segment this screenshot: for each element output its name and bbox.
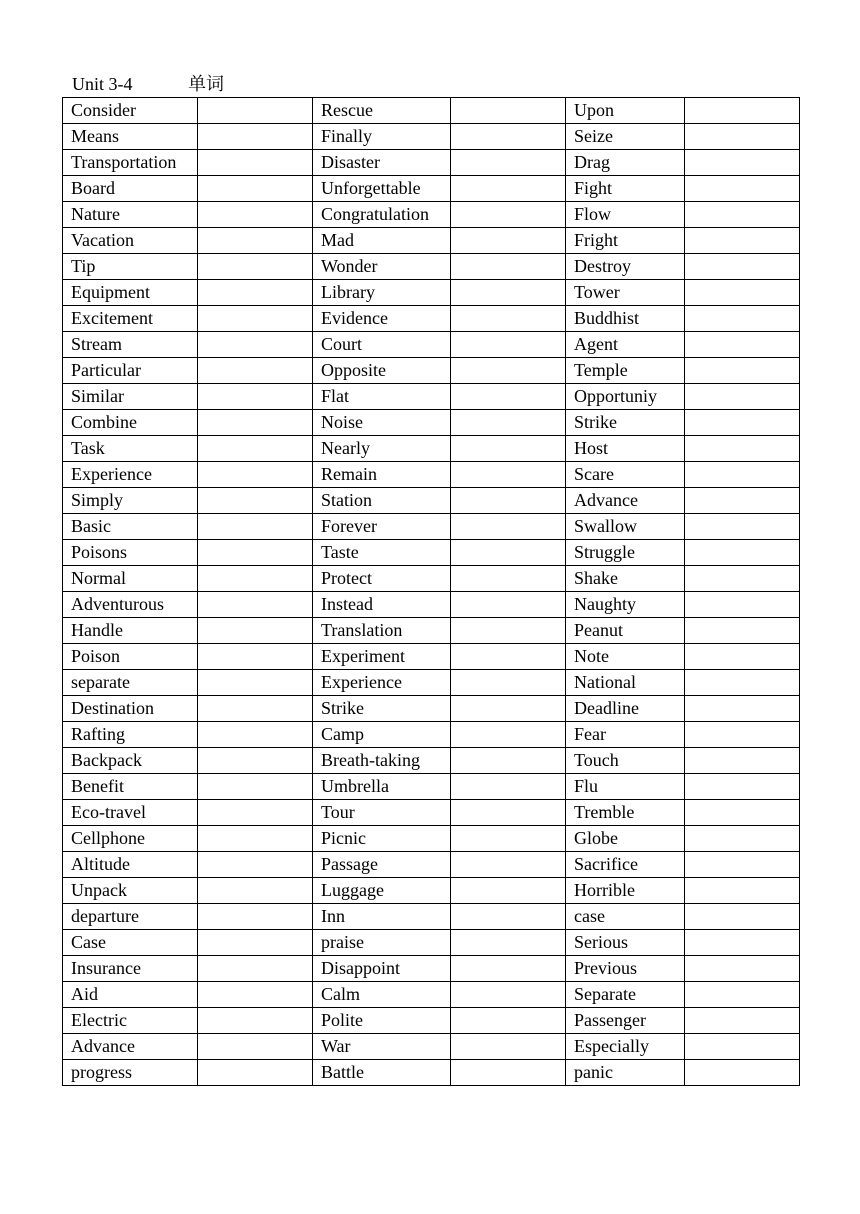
word-cell: Shake xyxy=(566,566,685,592)
answer-blank-cell[interactable] xyxy=(685,462,800,488)
answer-blank-cell[interactable] xyxy=(451,904,566,930)
word-cell: Calm xyxy=(313,982,451,1008)
table-row xyxy=(63,592,800,618)
answer-blank-cell[interactable] xyxy=(451,956,566,982)
word-cell: Destination xyxy=(63,696,198,722)
answer-blank-cell[interactable] xyxy=(198,618,313,644)
word-cell: Passage xyxy=(313,852,451,878)
answer-blank-cell[interactable] xyxy=(685,306,800,332)
answer-blank-cell[interactable] xyxy=(451,618,566,644)
answer-blank-cell[interactable] xyxy=(451,930,566,956)
answer-blank-cell[interactable] xyxy=(198,1034,313,1060)
word-cell: Advance xyxy=(566,488,685,514)
answer-blank-cell[interactable] xyxy=(451,670,566,696)
word-cell: Disappoint xyxy=(313,956,451,982)
answer-blank-cell[interactable] xyxy=(685,358,800,384)
word-cell: Buddhist xyxy=(566,306,685,332)
table-row xyxy=(63,1034,800,1060)
table-row xyxy=(63,332,800,358)
answer-blank-cell[interactable] xyxy=(451,696,566,722)
answer-blank-cell[interactable] xyxy=(198,358,313,384)
word-cell: Case xyxy=(63,930,198,956)
table-row xyxy=(63,514,800,540)
word-cell: Strike xyxy=(313,696,451,722)
answer-blank-cell[interactable] xyxy=(685,1060,800,1086)
table-row xyxy=(63,176,800,202)
table-row xyxy=(63,306,800,332)
answer-blank-cell[interactable] xyxy=(198,800,313,826)
word-cell: Seize xyxy=(566,124,685,150)
word-cell: Unforgettable xyxy=(313,176,451,202)
answer-blank-cell[interactable] xyxy=(198,150,313,176)
answer-blank-cell[interactable] xyxy=(685,774,800,800)
word-cell: praise xyxy=(313,930,451,956)
answer-blank-cell[interactable] xyxy=(451,644,566,670)
word-cell: Tower xyxy=(566,280,685,306)
answer-blank-cell[interactable] xyxy=(451,306,566,332)
answer-blank-cell[interactable] xyxy=(685,332,800,358)
page-title xyxy=(72,72,224,96)
answer-blank-cell[interactable] xyxy=(685,410,800,436)
answer-blank-cell[interactable] xyxy=(685,800,800,826)
table-row xyxy=(63,748,800,774)
answer-blank-cell[interactable] xyxy=(685,436,800,462)
answer-blank-cell[interactable] xyxy=(451,202,566,228)
word-cell: Luggage xyxy=(313,878,451,904)
word-cell: Serious xyxy=(566,930,685,956)
word-cell: Stream xyxy=(63,332,198,358)
word-cell: Eco-travel xyxy=(63,800,198,826)
answer-blank-cell[interactable] xyxy=(685,566,800,592)
word-cell: case xyxy=(566,904,685,930)
word-cell: Advance xyxy=(63,1034,198,1060)
answer-blank-cell[interactable] xyxy=(198,488,313,514)
table-row xyxy=(63,124,800,150)
word-cell: Tip xyxy=(63,254,198,280)
word-cell: Destroy xyxy=(566,254,685,280)
word-cell: Finally xyxy=(313,124,451,150)
answer-blank-cell[interactable] xyxy=(451,1060,566,1086)
answer-blank-cell[interactable] xyxy=(451,592,566,618)
word-cell: Sacrifice xyxy=(566,852,685,878)
word-cell: Note xyxy=(566,644,685,670)
answer-blank-cell[interactable] xyxy=(451,852,566,878)
word-cell: Normal xyxy=(63,566,198,592)
word-cell: Consider xyxy=(63,98,198,124)
word-cell: Rescue xyxy=(313,98,451,124)
answer-blank-cell[interactable] xyxy=(451,722,566,748)
answer-blank-cell[interactable] xyxy=(451,332,566,358)
table-row xyxy=(63,436,800,462)
word-cell: Flow xyxy=(566,202,685,228)
answer-blank-cell[interactable] xyxy=(451,254,566,280)
table-row xyxy=(63,930,800,956)
answer-blank-cell[interactable] xyxy=(685,280,800,306)
word-cell: Aid xyxy=(63,982,198,1008)
word-cell: Struggle xyxy=(566,540,685,566)
table-row xyxy=(63,566,800,592)
answer-blank-cell[interactable] xyxy=(198,384,313,410)
answer-blank-cell[interactable] xyxy=(198,878,313,904)
word-cell: Scare xyxy=(566,462,685,488)
answer-blank-cell[interactable] xyxy=(198,306,313,332)
word-cell: Flat xyxy=(313,384,451,410)
word-cell: Cellphone xyxy=(63,826,198,852)
word-cell: Remain xyxy=(313,462,451,488)
word-cell: departure xyxy=(63,904,198,930)
answer-blank-cell[interactable] xyxy=(451,514,566,540)
table-row xyxy=(63,228,800,254)
answer-blank-cell[interactable] xyxy=(451,358,566,384)
word-cell: Horrible xyxy=(566,878,685,904)
answer-blank-cell[interactable] xyxy=(451,774,566,800)
answer-blank-cell[interactable] xyxy=(198,722,313,748)
word-cell: Picnic xyxy=(313,826,451,852)
table-row xyxy=(63,384,800,410)
word-cell: Peanut xyxy=(566,618,685,644)
table-row xyxy=(63,852,800,878)
table-row xyxy=(63,488,800,514)
word-cell: Wonder xyxy=(313,254,451,280)
word-cell: Insurance xyxy=(63,956,198,982)
answer-blank-cell[interactable] xyxy=(685,748,800,774)
word-cell: progress xyxy=(63,1060,198,1086)
word-cell: Board xyxy=(63,176,198,202)
vocabulary-table-body xyxy=(63,98,800,1086)
answer-blank-cell[interactable] xyxy=(198,436,313,462)
word-cell: Passenger xyxy=(566,1008,685,1034)
unit-label: Unit 3-4 xyxy=(72,74,133,94)
word-cell: Simply xyxy=(63,488,198,514)
answer-blank-cell[interactable] xyxy=(685,982,800,1008)
answer-blank-cell[interactable] xyxy=(685,644,800,670)
answer-blank-cell[interactable] xyxy=(198,670,313,696)
answer-blank-cell[interactable] xyxy=(685,514,800,540)
word-cell: Combine xyxy=(63,410,198,436)
word-cell: Basic xyxy=(63,514,198,540)
answer-blank-cell[interactable] xyxy=(198,826,313,852)
answer-blank-cell[interactable] xyxy=(451,98,566,124)
word-cell: Mad xyxy=(313,228,451,254)
answer-blank-cell[interactable] xyxy=(451,878,566,904)
answer-blank-cell[interactable] xyxy=(198,774,313,800)
answer-blank-cell[interactable] xyxy=(198,592,313,618)
table-row xyxy=(63,696,800,722)
word-cell: Breath-taking xyxy=(313,748,451,774)
answer-blank-cell[interactable] xyxy=(685,930,800,956)
word-cell: Fight xyxy=(566,176,685,202)
table-row xyxy=(63,150,800,176)
table-row xyxy=(63,774,800,800)
word-cell: Experience xyxy=(313,670,451,696)
word-cell: Station xyxy=(313,488,451,514)
answer-blank-cell[interactable] xyxy=(198,228,313,254)
answer-blank-cell[interactable] xyxy=(198,98,313,124)
answer-blank-cell[interactable] xyxy=(451,1034,566,1060)
word-cell: Previous xyxy=(566,956,685,982)
answer-blank-cell[interactable] xyxy=(451,1008,566,1034)
answer-blank-cell[interactable] xyxy=(685,1034,800,1060)
word-cell: Host xyxy=(566,436,685,462)
answer-blank-cell[interactable] xyxy=(198,982,313,1008)
word-cell: Backpack xyxy=(63,748,198,774)
word-cell: Tour xyxy=(313,800,451,826)
word-cell: Experiment xyxy=(313,644,451,670)
table-row xyxy=(63,280,800,306)
word-cell: Poison xyxy=(63,644,198,670)
answer-blank-cell[interactable] xyxy=(685,904,800,930)
word-cell: Translation xyxy=(313,618,451,644)
table-row xyxy=(63,722,800,748)
word-cell: Fright xyxy=(566,228,685,254)
answer-blank-cell[interactable] xyxy=(685,956,800,982)
answer-blank-cell[interactable] xyxy=(685,878,800,904)
table-row xyxy=(63,800,800,826)
word-cell: Equipment xyxy=(63,280,198,306)
section-label: 单词 xyxy=(188,74,224,94)
word-cell: Altitude xyxy=(63,852,198,878)
answer-blank-cell[interactable] xyxy=(451,384,566,410)
word-cell: Disaster xyxy=(313,150,451,176)
word-cell: Drag xyxy=(566,150,685,176)
answer-blank-cell[interactable] xyxy=(198,956,313,982)
answer-blank-cell[interactable] xyxy=(198,124,313,150)
word-cell: Opposite xyxy=(313,358,451,384)
answer-blank-cell[interactable] xyxy=(198,566,313,592)
word-cell: Experience xyxy=(63,462,198,488)
word-cell: Similar xyxy=(63,384,198,410)
answer-blank-cell[interactable] xyxy=(451,748,566,774)
answer-blank-cell[interactable] xyxy=(451,176,566,202)
table-row xyxy=(63,202,800,228)
table-row xyxy=(63,618,800,644)
word-cell: Globe xyxy=(566,826,685,852)
word-cell: panic xyxy=(566,1060,685,1086)
word-cell: Task xyxy=(63,436,198,462)
table-row xyxy=(63,358,800,384)
answer-blank-cell[interactable] xyxy=(198,1008,313,1034)
word-cell: Transportation xyxy=(63,150,198,176)
answer-blank-cell[interactable] xyxy=(685,98,800,124)
table-row xyxy=(63,1060,800,1086)
answer-blank-cell[interactable] xyxy=(685,228,800,254)
word-cell: National xyxy=(566,670,685,696)
word-cell: War xyxy=(313,1034,451,1060)
answer-blank-cell[interactable] xyxy=(685,852,800,878)
word-cell: Protect xyxy=(313,566,451,592)
answer-blank-cell[interactable] xyxy=(685,540,800,566)
table-row xyxy=(63,982,800,1008)
answer-blank-cell[interactable] xyxy=(685,696,800,722)
word-cell: Benefit xyxy=(63,774,198,800)
word-cell: Nature xyxy=(63,202,198,228)
table-row xyxy=(63,904,800,930)
word-cell: Means xyxy=(63,124,198,150)
word-cell: Nearly xyxy=(313,436,451,462)
answer-blank-cell[interactable] xyxy=(685,670,800,696)
answer-blank-cell[interactable] xyxy=(198,332,313,358)
word-cell: Tremble xyxy=(566,800,685,826)
answer-blank-cell[interactable] xyxy=(451,488,566,514)
answer-blank-cell[interactable] xyxy=(685,124,800,150)
table-row xyxy=(63,670,800,696)
answer-blank-cell[interactable] xyxy=(198,852,313,878)
answer-blank-cell[interactable] xyxy=(685,1008,800,1034)
answer-blank-cell[interactable] xyxy=(685,176,800,202)
table-row xyxy=(63,98,800,124)
answer-blank-cell[interactable] xyxy=(451,566,566,592)
answer-blank-cell[interactable] xyxy=(198,696,313,722)
word-cell: Agent xyxy=(566,332,685,358)
word-cell: Deadline xyxy=(566,696,685,722)
table-row xyxy=(63,826,800,852)
answer-blank-cell[interactable] xyxy=(198,930,313,956)
word-cell: Inn xyxy=(313,904,451,930)
word-cell: Unpack xyxy=(63,878,198,904)
vocabulary-table xyxy=(62,97,800,1086)
word-cell: Temple xyxy=(566,358,685,384)
answer-blank-cell[interactable] xyxy=(685,150,800,176)
answer-blank-cell[interactable] xyxy=(198,410,313,436)
word-cell: Opportuniy xyxy=(566,384,685,410)
answer-blank-cell[interactable] xyxy=(451,982,566,1008)
word-cell: Rafting xyxy=(63,722,198,748)
answer-blank-cell[interactable] xyxy=(685,826,800,852)
answer-blank-cell[interactable] xyxy=(198,462,313,488)
answer-blank-cell[interactable] xyxy=(685,384,800,410)
word-cell: Upon xyxy=(566,98,685,124)
answer-blank-cell[interactable] xyxy=(198,1060,313,1086)
word-cell: Congratulation xyxy=(313,202,451,228)
word-cell: Forever xyxy=(313,514,451,540)
word-cell: Adventurous xyxy=(63,592,198,618)
answer-blank-cell[interactable] xyxy=(198,904,313,930)
answer-blank-cell[interactable] xyxy=(685,592,800,618)
table-row xyxy=(63,540,800,566)
word-cell: Noise xyxy=(313,410,451,436)
word-cell: Handle xyxy=(63,618,198,644)
answer-blank-cell[interactable] xyxy=(198,202,313,228)
word-cell: Separate xyxy=(566,982,685,1008)
answer-blank-cell[interactable] xyxy=(198,540,313,566)
answer-blank-cell[interactable] xyxy=(685,488,800,514)
table-row xyxy=(63,410,800,436)
word-cell: Instead xyxy=(313,592,451,618)
word-cell: Camp xyxy=(313,722,451,748)
answer-blank-cell[interactable] xyxy=(685,618,800,644)
answer-blank-cell[interactable] xyxy=(451,150,566,176)
answer-blank-cell[interactable] xyxy=(451,826,566,852)
word-cell: Strike xyxy=(566,410,685,436)
answer-blank-cell[interactable] xyxy=(451,436,566,462)
word-cell: Polite xyxy=(313,1008,451,1034)
word-cell: Especially xyxy=(566,1034,685,1060)
answer-blank-cell[interactable] xyxy=(685,202,800,228)
word-cell: Touch xyxy=(566,748,685,774)
word-cell: Umbrella xyxy=(313,774,451,800)
word-cell: Poisons xyxy=(63,540,198,566)
word-cell: Taste xyxy=(313,540,451,566)
word-cell: Excitement xyxy=(63,306,198,332)
word-cell: Fear xyxy=(566,722,685,748)
word-cell: Vacation xyxy=(63,228,198,254)
answer-blank-cell[interactable] xyxy=(685,254,800,280)
word-cell: Library xyxy=(313,280,451,306)
answer-blank-cell[interactable] xyxy=(451,124,566,150)
answer-blank-cell[interactable] xyxy=(451,800,566,826)
word-cell: Court xyxy=(313,332,451,358)
answer-blank-cell[interactable] xyxy=(451,410,566,436)
table-row xyxy=(63,644,800,670)
table-row xyxy=(63,1008,800,1034)
word-cell: Naughty xyxy=(566,592,685,618)
table-row xyxy=(63,956,800,982)
word-cell: Electric xyxy=(63,1008,198,1034)
answer-blank-cell[interactable] xyxy=(685,722,800,748)
table-row xyxy=(63,254,800,280)
answer-blank-cell[interactable] xyxy=(198,514,313,540)
table-row xyxy=(63,462,800,488)
answer-blank-cell[interactable] xyxy=(451,228,566,254)
answer-blank-cell[interactable] xyxy=(198,748,313,774)
answer-blank-cell[interactable] xyxy=(198,176,313,202)
word-cell: Particular xyxy=(63,358,198,384)
answer-blank-cell[interactable] xyxy=(198,280,313,306)
table-row xyxy=(63,878,800,904)
answer-blank-cell[interactable] xyxy=(451,462,566,488)
answer-blank-cell[interactable] xyxy=(451,540,566,566)
word-cell: Evidence xyxy=(313,306,451,332)
word-cell: Swallow xyxy=(566,514,685,540)
word-cell: Flu xyxy=(566,774,685,800)
answer-blank-cell[interactable] xyxy=(198,254,313,280)
answer-blank-cell[interactable] xyxy=(451,280,566,306)
answer-blank-cell[interactable] xyxy=(198,644,313,670)
word-cell: Battle xyxy=(313,1060,451,1086)
word-cell: separate xyxy=(63,670,198,696)
